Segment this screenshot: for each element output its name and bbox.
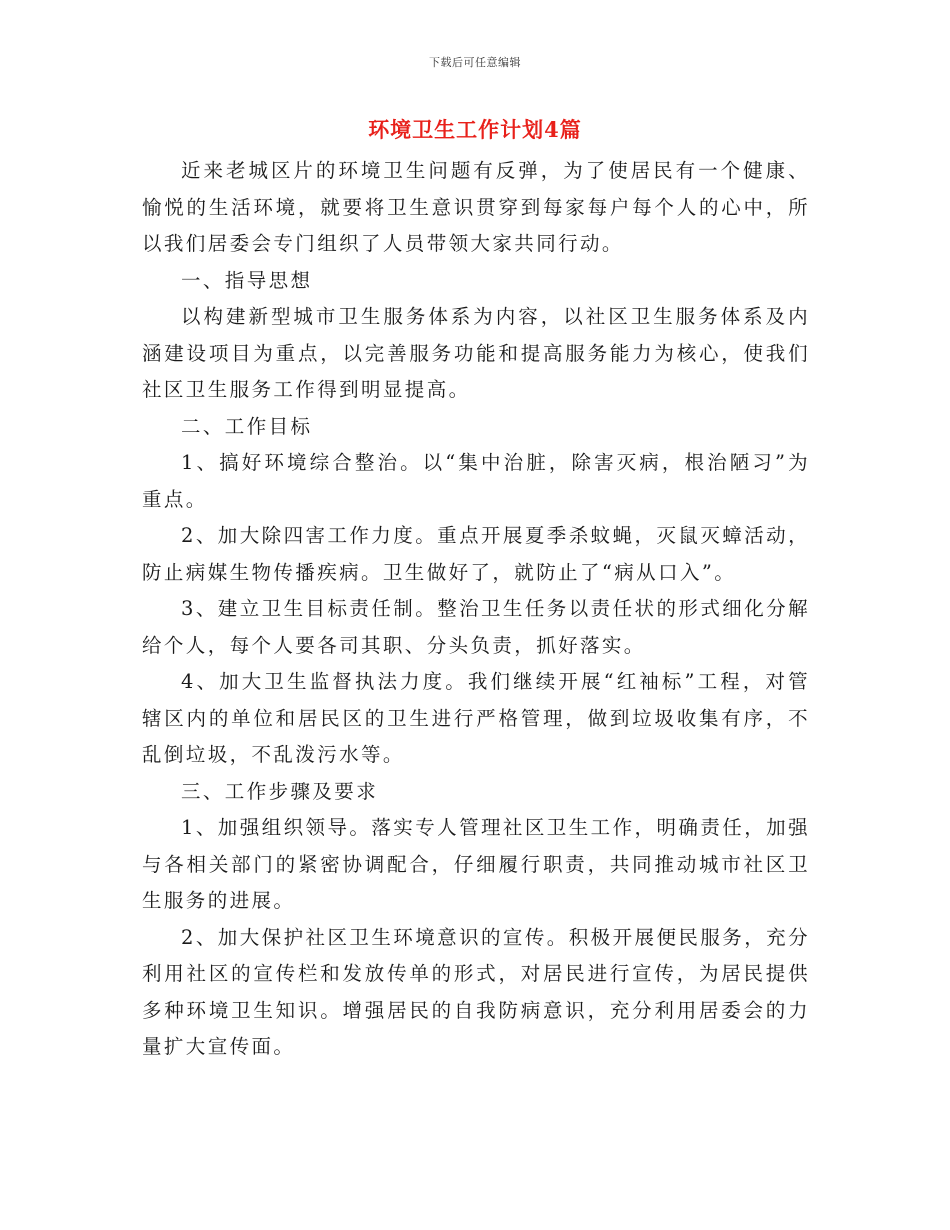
section-heading-steps: 三、工作步骤及要求 bbox=[181, 779, 379, 803]
header-note: 下载后可任意编辑 bbox=[429, 56, 521, 69]
paragraph-goal-1: 1、搞好环境综合整治。以“集中治脏，除害灭病，根治陋习”为重点。 bbox=[142, 451, 810, 511]
paragraph-goal-3: 3、建立卫生目标责任制。整治卫生任务以责任状的形式细化分解给个人，每个人要各司其职、分头负责，抓好落实。 bbox=[142, 597, 810, 657]
paragraph-goal-2: 2、加大除四害工作力度。重点开展夏季杀蚊蝇，灭鼠灭蟑活动，防止病媒生物传播疾病。卫生做好了，就防止了“病从口入”。 bbox=[142, 524, 810, 584]
paragraph-intro: 近来老城区片的环境卫生问题有反弹，为了使居民有一个健康、愉悦的生活环境，就要将卫生意识贯穿到每家每户每个人的心中，所以我们居委会专门组织了人员带领大家共同行动。 bbox=[142, 159, 810, 255]
section-heading-work-goals: 二、工作目标 bbox=[181, 414, 313, 438]
paragraph-step-1: 1、加强组织领导。落实专人管理社区卫生工作，明确责任，加强与各相关部门的紧密协调配合，仔细履行职责，共同推动城市社区卫生服务的进展。 bbox=[142, 816, 810, 912]
paragraph-step-2: 2、加大保护社区卫生环境意识的宣传。积极开展便民服务，充分利用社区的宣传栏和发放传单的形式，对居民进行宣传，为居民提供多种环境卫生知识。增强居民的自我防病意识，充分利用居委会的力量扩大宣传面。 bbox=[142, 925, 810, 1058]
section-heading-guiding-ideology: 一、指导思想 bbox=[181, 268, 313, 292]
document-title: 环境卫生工作计划4篇 bbox=[368, 117, 582, 142]
paragraph-guiding-ideology: 以构建新型城市卫生服务体系为内容，以社区卫生服务体系及内涵建设项目为重点，以完善服务功能和提高服务能力为核心，使我们社区卫生服务工作得到明显提高。 bbox=[142, 305, 810, 401]
document-body bbox=[142, 153, 810, 1066]
paragraph-goal-4: 4、加大卫生监督执法力度。我们继续开展“红袖标”工程，对管辖区内的单位和居民区的卫生进行严格管理，做到垃圾收集有序，不乱倒垃圾，不乱泼污水等。 bbox=[142, 670, 810, 766]
